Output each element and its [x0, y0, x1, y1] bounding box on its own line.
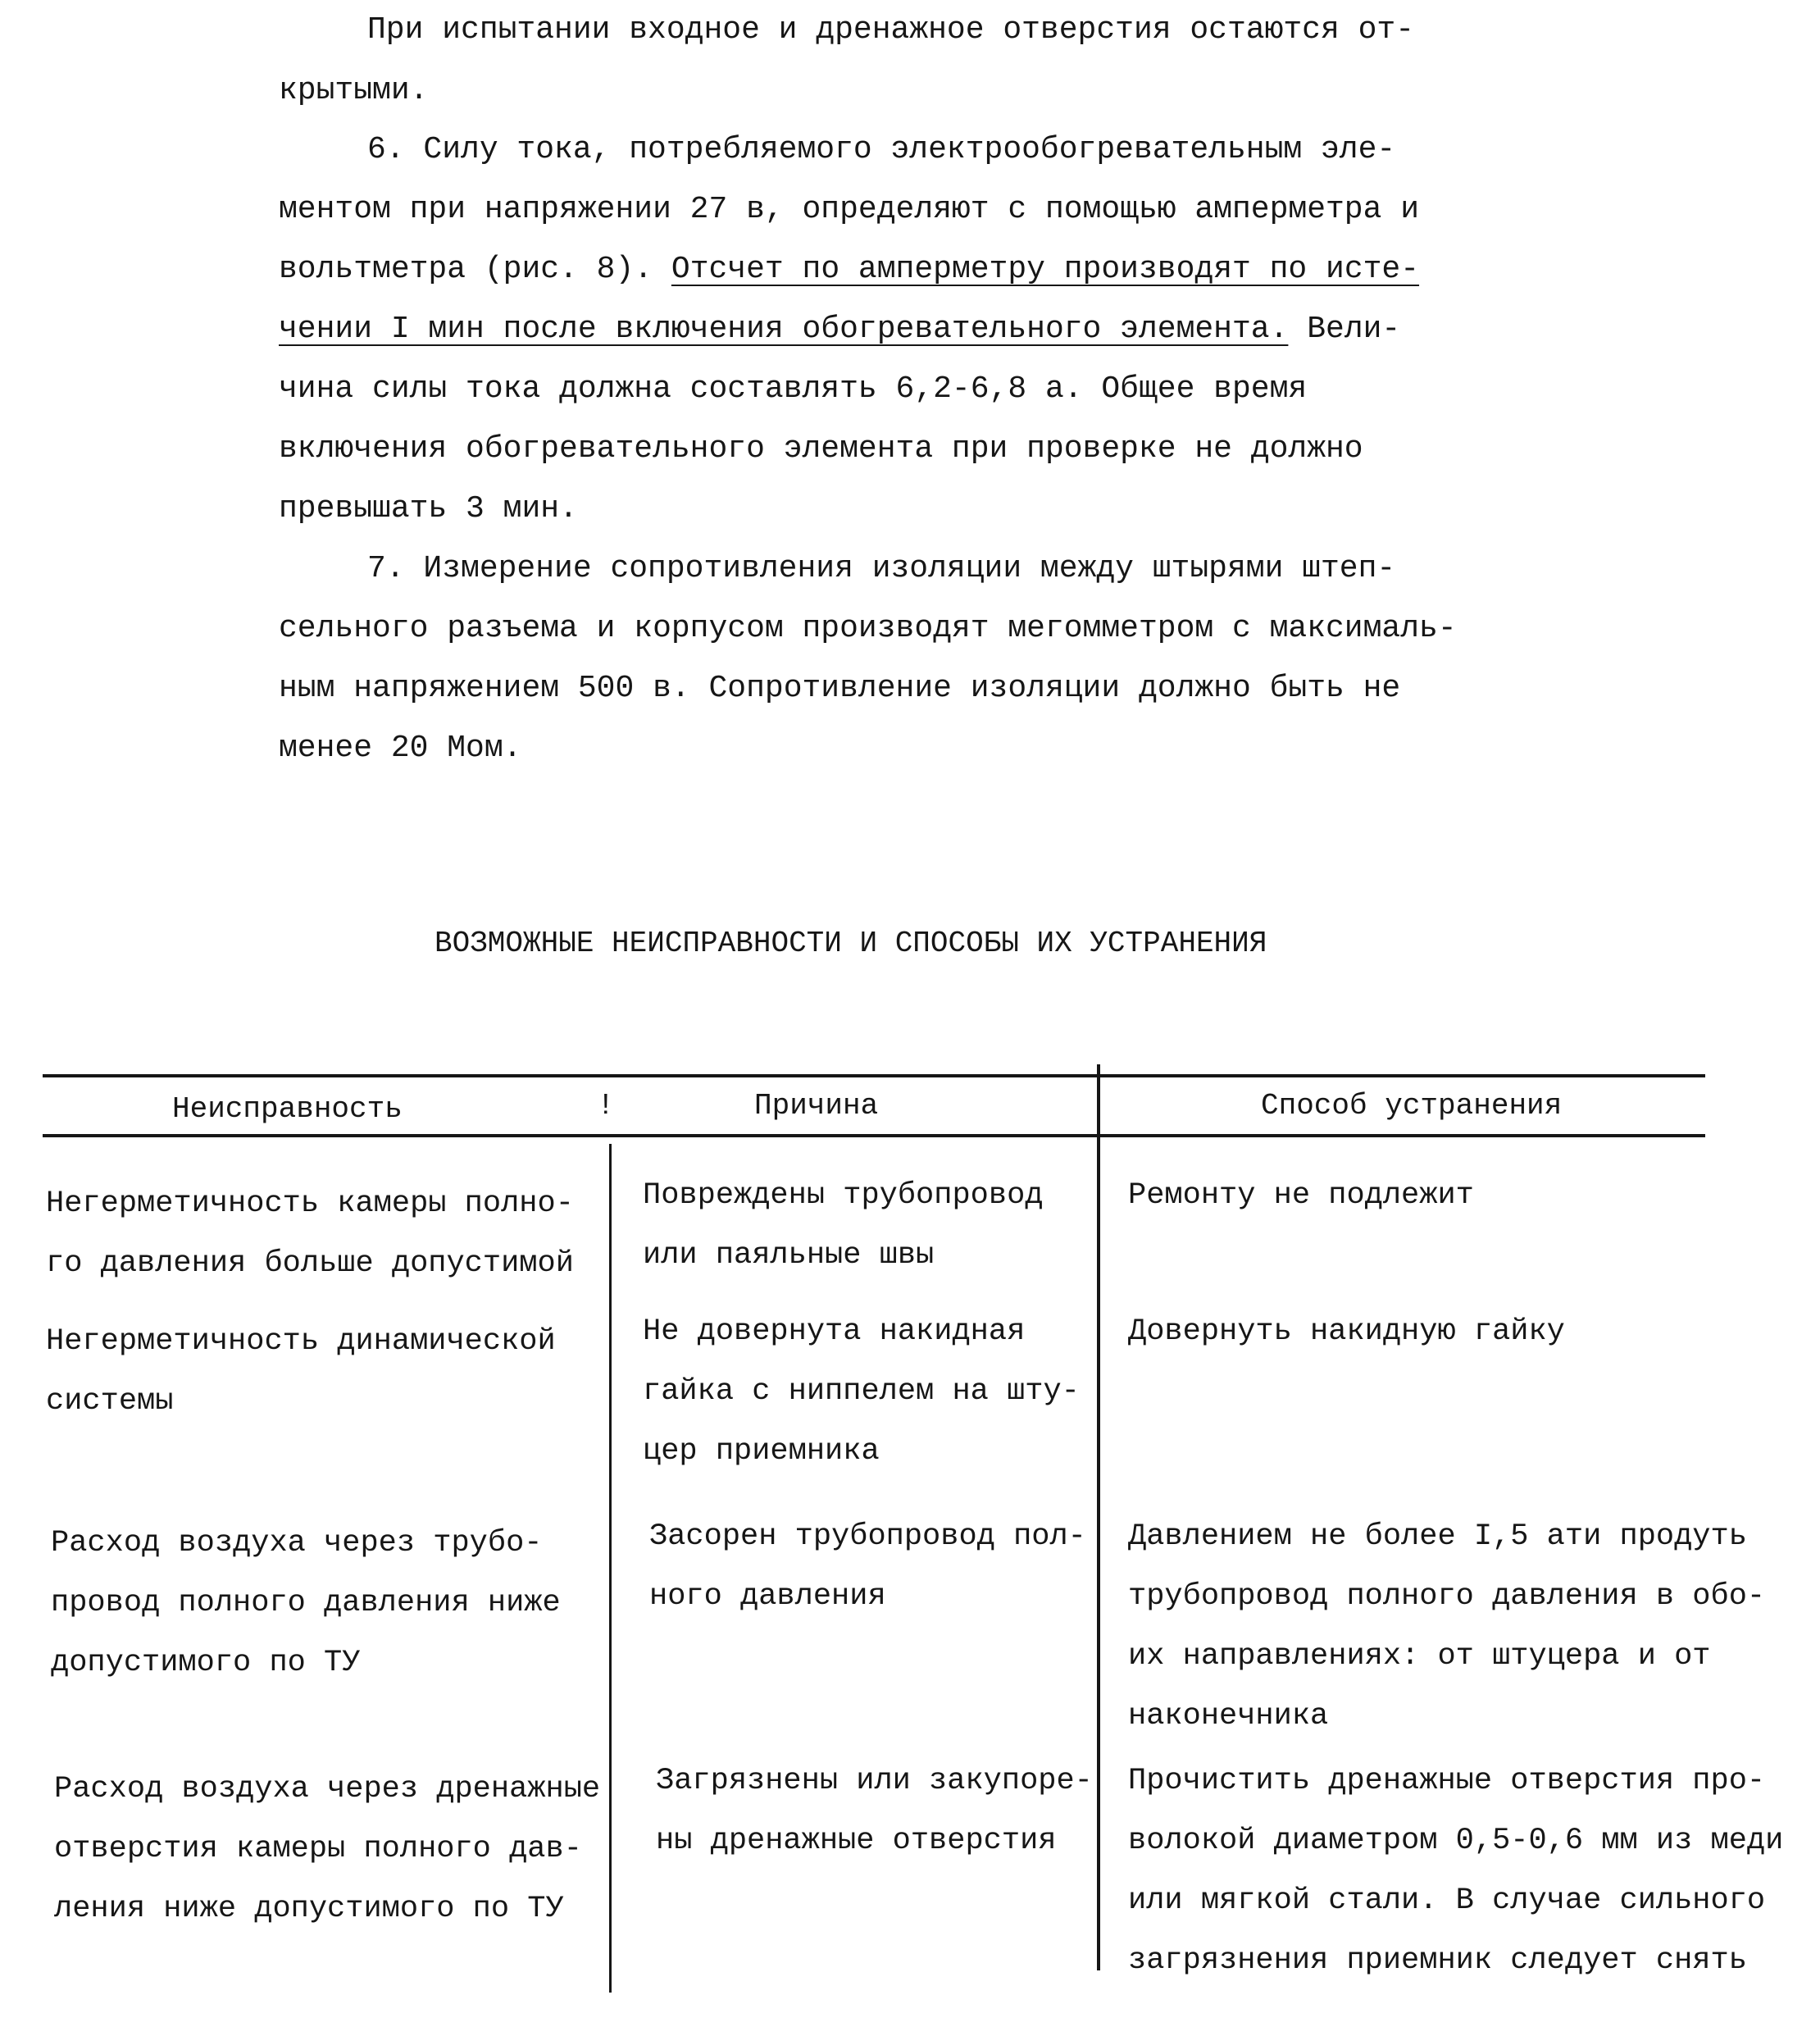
table-column-divider	[609, 1144, 612, 1993]
text-line: ным напряжением 500 в. Сопротивление изоляции должно быть не	[279, 671, 1401, 706]
header-remedy: Способ устранения	[1261, 1089, 1563, 1123]
fault-line: Негерметичность динамической	[46, 1324, 556, 1359]
table-row	[46, 1312, 556, 1432]
fault-line: го давления больше допустимой	[46, 1246, 574, 1281]
header-separator: !	[597, 1089, 615, 1123]
table-cell-cause	[643, 1302, 1080, 1482]
table-row	[51, 1514, 561, 1693]
cause-line: ного давления	[649, 1579, 886, 1614]
text-line	[279, 251, 1419, 289]
fault-line: провод полного давления ниже	[51, 1586, 561, 1620]
text-line: сельного разъема и корпусом производят мегомметром с максималь-	[279, 611, 1457, 646]
table-cell-remedy	[1128, 1166, 1474, 1226]
table-header-rule	[43, 1134, 1705, 1137]
text-span: Вели-	[1288, 312, 1401, 347]
table-cell-cause	[643, 1166, 1043, 1286]
text-line: менее 20 Мом.	[279, 731, 522, 766]
text-line: ментом при напряжении 27 в, определяют с помощью амперметра и	[279, 192, 1420, 227]
fault-line: Негерметичность камеры полно-	[46, 1187, 574, 1221]
remedy-line: волокой диаметром 0,5-0,6 мм из меди	[1128, 1824, 1784, 1858]
cause-line: гайка с ниппелем на шту-	[643, 1374, 1080, 1409]
table-cell-remedy	[1128, 1302, 1565, 1362]
header-cause: Причина	[754, 1089, 879, 1123]
text-line: 6. Силу тока, потребляемого электрообогревательным эле-	[367, 132, 1396, 167]
fault-line: отверстия камеры полного дав-	[54, 1832, 582, 1866]
cause-line: Загрязнены или закупоре-	[656, 1764, 1093, 1798]
text-line: крытыми.	[279, 73, 429, 108]
table-cell-remedy	[1128, 1507, 1765, 1747]
header-fault: Неисправность	[172, 1092, 403, 1126]
remedy-line: Прочистить дренажные отверстия про-	[1128, 1764, 1766, 1798]
cause-line: цер приемника	[643, 1434, 880, 1469]
cause-line: или паяльные швы	[643, 1238, 935, 1273]
fault-line: допустимого по ТУ	[51, 1646, 361, 1680]
cause-line: Не довернута накидная	[643, 1314, 1026, 1349]
table-row	[54, 1760, 600, 1939]
text-line: чина силы тока должна составлять 6,2-6,8 а. Общее время	[279, 371, 1308, 407]
table-cell-cause	[649, 1507, 1086, 1627]
remedy-line: трубопровод полного давления в обо-	[1128, 1579, 1766, 1614]
table-top-rule	[43, 1074, 1705, 1077]
remedy-line: Давлением не более I,5 ати продуть	[1128, 1519, 1747, 1554]
text-span: вольтметра (рис. 8).	[279, 252, 671, 287]
section-heading: ВОЗМОЖНЫЕ НЕИСПРАВНОСТИ И СПОСОБЫ ИХ УСТРАНЕНИЯ	[435, 927, 1267, 960]
underlined-text: чении I мин после включения обогревательного элемента.	[279, 312, 1289, 347]
remedy-line: наконечника	[1128, 1699, 1329, 1733]
remedy-line: загрязнения приемник следует снять	[1128, 1943, 1747, 1978]
fault-line: ления ниже допустимого по ТУ	[54, 1892, 564, 1926]
table-cell-cause	[656, 1751, 1093, 1871]
cause-line: Засорен трубопровод пол-	[649, 1519, 1086, 1554]
remedy-line: их направлениях: от штуцера и от	[1128, 1639, 1711, 1674]
remedy-line: или мягкой стали. В случае сильного	[1128, 1884, 1766, 1918]
cause-line: Повреждены трубопровод	[643, 1178, 1044, 1213]
text-line: превышать 3 мин.	[279, 491, 578, 526]
text-line: При испытании входное и дренажное отверстия остаются от-	[367, 12, 1415, 48]
text-line	[279, 311, 1400, 348]
fault-line: системы	[46, 1384, 174, 1419]
cause-line: ны дренажные отверстия	[656, 1824, 1057, 1858]
table-cell-remedy	[1128, 1751, 1783, 1991]
remedy-line: Ремонту не подлежит	[1128, 1178, 1474, 1213]
table-row	[46, 1174, 574, 1294]
text-line: включения обогревательного элемента при проверке не должно	[279, 431, 1363, 467]
fault-line: Расход воздуха через дренажные	[54, 1772, 601, 1806]
fault-line: Расход воздуха через трубо-	[51, 1526, 543, 1560]
underlined-text: Отсчет по амперметру производят по исте-	[671, 252, 1420, 287]
remedy-line: Довернуть накидную гайку	[1128, 1314, 1565, 1349]
text-line: 7. Измерение сопротивления изоляции между штырями штеп-	[367, 551, 1396, 586]
table-column-divider	[1097, 1064, 1100, 1970]
